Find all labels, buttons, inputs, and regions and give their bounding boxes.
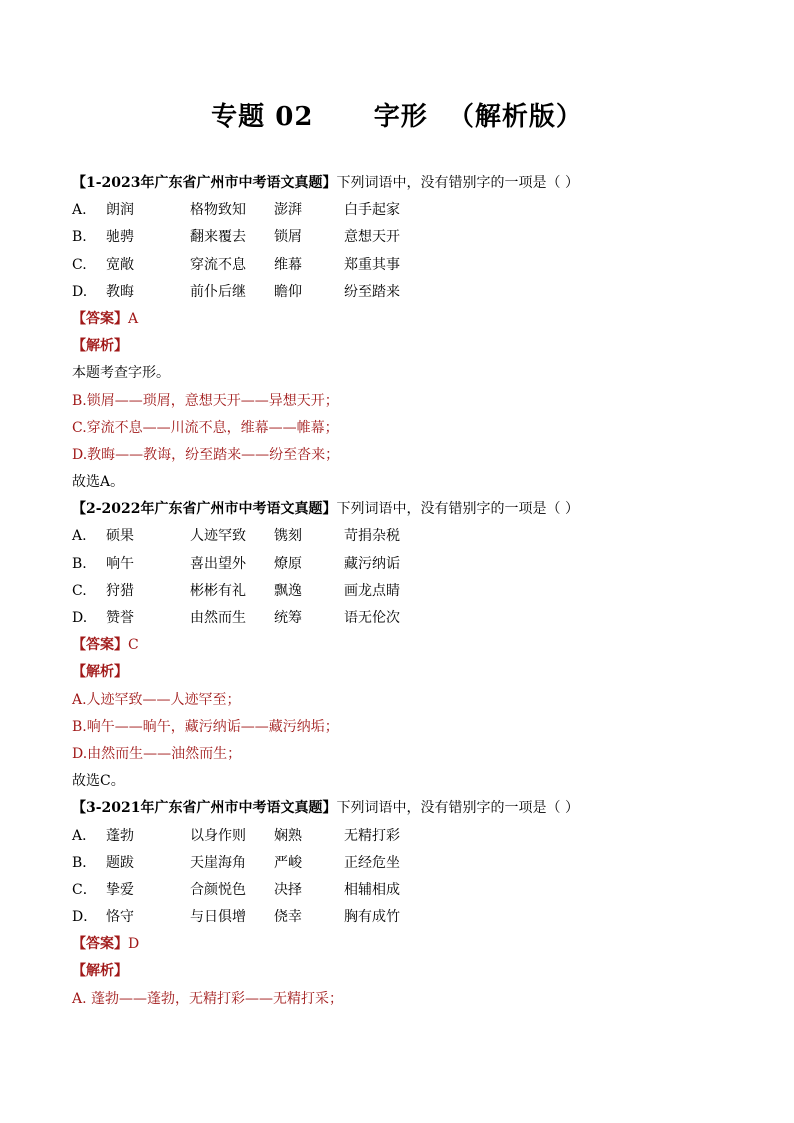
- option-word: 画龙点睛: [344, 582, 400, 599]
- option-word: 娴熟: [274, 827, 302, 844]
- option-label: D．: [72, 909, 98, 926]
- analysis-label: 【解析】: [72, 664, 128, 681]
- analysis-line: B.响午——晌午，藏污纳诟——藏污纳垢；: [72, 718, 339, 735]
- option-word: 无精打彩: [344, 827, 400, 844]
- option-label: B.: [72, 555, 87, 572]
- option-b: [72, 850, 752, 877]
- analysis-label: 【解析】: [72, 963, 128, 980]
- question-source: 【2-2022年广东省广州市中考语文真题】: [72, 501, 337, 518]
- option-word: 相辅相成: [344, 881, 400, 898]
- option-word: 以身作则: [190, 827, 246, 844]
- option-label: A.: [72, 528, 87, 545]
- option-word: 意想天开: [344, 229, 400, 246]
- answer-value: C: [128, 637, 139, 654]
- question-1: [72, 170, 752, 496]
- option-word: 格物致知: [190, 202, 246, 219]
- option-d: [72, 904, 752, 931]
- option-word: 蓬勃: [106, 827, 134, 844]
- option-b: [72, 224, 752, 251]
- option-word: 穿流不息: [190, 256, 246, 273]
- page-title: 专题 02 字形 （解析版）: [211, 102, 583, 132]
- question-text: 下列词语中，没有错别字的一项是（ ）: [336, 501, 579, 518]
- question-source: 【1-2023年广东省广州市中考语文真题】: [72, 175, 337, 191]
- answer-line: [72, 306, 752, 333]
- option-word: 白手起家: [344, 202, 400, 219]
- analysis-line: B.锁屑——琐屑，意想天开——异想天开；: [72, 392, 339, 409]
- option-word: 镌刻: [274, 528, 302, 545]
- option-word: 前仆后继: [190, 283, 246, 300]
- option-label: B.: [72, 229, 87, 246]
- option-word: 人迹罕致: [190, 528, 246, 545]
- option-word: 侥幸: [274, 909, 302, 926]
- answer-label: 【答案】: [72, 310, 128, 327]
- answer-line: [72, 931, 752, 958]
- option-word: 天崖海角: [190, 854, 246, 871]
- option-label: D.: [72, 610, 88, 626]
- question-3: [72, 795, 752, 1013]
- analysis-line: D.由然而生——油然而生；: [72, 745, 242, 762]
- answer-line: [72, 632, 752, 659]
- analysis-intro: 本题考查字形。: [72, 365, 170, 382]
- conclusion: 故选A。: [72, 474, 125, 491]
- option-word: 决择: [274, 881, 302, 898]
- option-word: 恪守: [106, 909, 134, 926]
- content: [72, 170, 752, 1013]
- analysis-line: A.人迹罕致——人迹罕至；: [72, 691, 241, 708]
- option-word: 教晦: [106, 283, 134, 300]
- option-word: 朗润: [106, 202, 134, 219]
- option-word: 驰骋: [106, 229, 134, 246]
- option-label: C.: [72, 256, 87, 273]
- option-word: 宽敞: [106, 256, 134, 273]
- option-word: 瞻仰: [274, 283, 302, 300]
- option-word: 由然而生: [190, 610, 246, 626]
- question-text: 下列词语中，没有错别字的一项是（ ）: [336, 800, 579, 817]
- option-b: [72, 551, 752, 578]
- analysis-line: C.穿流不息——川流不息，维幕——帷幕；: [72, 419, 339, 436]
- option-label: A．: [72, 827, 97, 844]
- option-word: 合颜悦色: [190, 881, 246, 898]
- option-word: 郑重其事: [344, 256, 400, 273]
- option-word: 藏污纳诟: [344, 555, 400, 572]
- analysis-label: 【解析】: [72, 338, 128, 355]
- option-word: 狩猎: [106, 582, 134, 599]
- option-d: [72, 279, 752, 306]
- option-word: 挚爱: [106, 881, 134, 898]
- answer-value: D: [128, 936, 140, 953]
- option-word: 纷至踏来: [344, 283, 400, 300]
- option-word: 燎原: [274, 555, 302, 572]
- option-word: 正经危坐: [344, 854, 400, 871]
- option-c: [72, 877, 752, 904]
- option-a: [72, 197, 752, 224]
- option-label: D.: [72, 283, 88, 300]
- option-a: [72, 823, 752, 850]
- option-label: C.: [72, 582, 87, 599]
- answer-label: 【答案】: [72, 637, 128, 654]
- option-label: C．: [72, 881, 97, 898]
- option-word: 胸有成竹: [344, 909, 400, 926]
- option-word: 严峻: [274, 854, 302, 871]
- option-word: 翻来覆去: [190, 229, 246, 246]
- option-word: 响午: [106, 555, 134, 572]
- answer-label: 【答案】: [72, 936, 128, 953]
- conclusion: 故选C。: [72, 773, 125, 790]
- option-c: [72, 252, 752, 279]
- option-word: 与日俱增: [190, 909, 246, 926]
- option-word: 赞誉: [106, 610, 134, 626]
- option-word: 题跋: [106, 854, 134, 871]
- option-a: [72, 523, 752, 550]
- option-word: 语无伦次: [344, 610, 400, 626]
- question-stem: [72, 496, 752, 523]
- option-word: 喜出望外: [190, 555, 246, 572]
- analysis-line: A. 蓬勃——蓬勃，无精打彩——无精打采；: [72, 990, 344, 1007]
- answer-value: A: [128, 310, 139, 327]
- option-word: 飘逸: [274, 582, 302, 599]
- option-word: 维幕: [274, 256, 302, 273]
- option-label: B．: [72, 854, 97, 871]
- question-text: 下列词语中，没有错别字的一项是（ ）: [336, 175, 579, 191]
- question-stem: [72, 170, 752, 197]
- analysis-line: D.教晦——教诲，纷至踏来——纷至沓来；: [72, 446, 340, 463]
- option-word: 硕果: [106, 528, 134, 545]
- question-source: 【3-2021年广东省广州市中考语文真题】: [72, 800, 337, 817]
- option-word: 锁屑: [274, 229, 302, 246]
- option-word: 统筹: [274, 610, 302, 626]
- option-word: 彬彬有礼: [190, 582, 246, 599]
- question-2: [72, 496, 752, 795]
- option-c: [72, 578, 752, 605]
- option-word: 澎湃: [274, 202, 302, 219]
- option-d: [72, 605, 752, 632]
- question-stem: [72, 795, 752, 822]
- option-word: 苛捐杂税: [344, 528, 400, 545]
- option-label: A.: [72, 202, 87, 219]
